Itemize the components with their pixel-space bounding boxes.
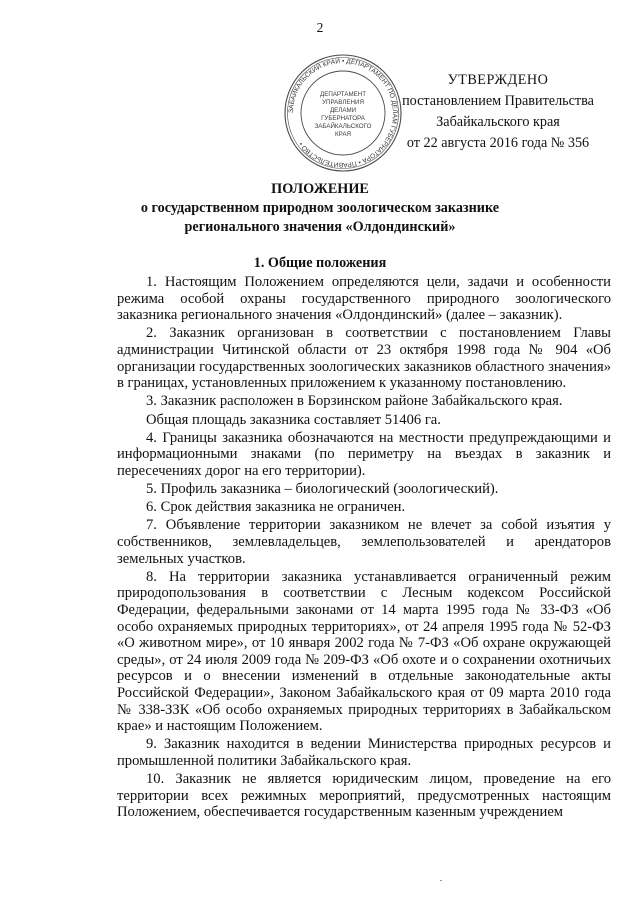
approval-line: Забайкальского края: [436, 114, 560, 130]
paragraph: 2. Заказник организован в соответствии с постановлением Главы администрации Читинской области от 23 октября 1998 года № 904 «Об организации государственных зоологических заказников областного значения» в границах, установленных приложением к указанному постановлению.: [117, 325, 611, 392]
document-title: [40, 180, 600, 237]
paragraph: 6. Срок действия заказника не ограничен.: [146, 499, 406, 516]
paragraph: 10. Заказник не является юридическим лицом, проведение на его территории всех режимных мероприятий, предусмотренных настоящим Положением, обеспечивается государственным казенным учреждением: [117, 771, 611, 821]
paragraph: 5. Профиль заказника – биологический (зоологический).: [146, 481, 499, 498]
paragraph: 4. Границы заказника обозначаются на местности предупреждающими и информационными знаками (по периметру на въездах в заказник и пересечениях дорог на его территории).: [117, 429, 611, 479]
approval-line: от 22 августа 2016 года № 356: [406, 135, 590, 151]
seal-line: УПРАВЛЕНИЯ: [322, 99, 364, 106]
approval-block: [378, 70, 618, 154]
title-subline: о государственном природном зоологическом заказнике: [140, 200, 500, 216]
approval-line: постановлением Правительства: [402, 93, 594, 109]
seal-line: ДЕПАРТАМЕНТ: [320, 91, 366, 98]
document-body: [117, 274, 611, 821]
paragraph: Общая площадь заказника составляет 51406 га.: [146, 411, 441, 428]
title-heading: ПОЛОЖЕНИЕ: [271, 181, 369, 197]
seal-line: КРАЯ: [335, 131, 351, 138]
paragraph: 3. Заказник расположен в Борзинском районе Забайкальского края.: [146, 393, 563, 410]
paragraph: 9. Заказник находится в ведении Министерства природных ресурсов и промышленной политики Забайкальского края.: [117, 736, 611, 769]
seal-line: ЗАБАЙКАЛЬСКОГО: [314, 123, 372, 130]
seal-line: ГУБЕРНАТОРА: [321, 115, 365, 122]
approval-heading: УТВЕРЖДЕНО: [447, 72, 549, 88]
paragraph: 1. Настоящим Положением определяются цели, задачи и особенности режима особой охраны государственного природного зоологического заказника регионального значения «Олдондинский» (далее – заказник).: [117, 274, 611, 324]
section-title: 1. Общие положения: [253, 255, 387, 271]
scan-artifact-dot: [440, 880, 442, 881]
seal-ring-text: ЗАБАЙКАЛЬСКИЙ КРАЙ • ДЕПАРТАМЕНТ ПО ДЕЛАМ ГУБЕРНАТОРА • ПРАВИТЕЛЬСТВО •: [287, 57, 399, 169]
seal-line: ДЕЛАМИ: [329, 107, 357, 114]
paragraph: 7. Объявление территории заказником не влечет за собой изъятия у собственников, землевладельцев, землепользователей и арендаторов земельных участков.: [117, 517, 611, 567]
page-number: 2: [316, 20, 324, 35]
paragraph: 8. На территории заказника устанавливается ограниченный режим природопользования в соответствии с Лесным кодексом Российской Федерации, федеральными законами от 14 марта 1995 года № 33-ФЗ «Об особо охраняемых природных территориях», от 24 апреля 1995 года № 52-ФЗ «О животном мире», от 10 января 2002 года № 7-ФЗ «Об охране окружающей среды», от 24 июля 2009 года № 209-ФЗ «Об охоте и о сохранении охотничьих ресурсов и о внесении изменений в отдельные законодательные акты Российской Федерации», Законом Забайкальского края от 09 марта 2010 года № 338-ЗЗК «Об особо охраняемых природных территориях в Забайкальском крае» и настоящим Положением.: [117, 568, 611, 735]
title-subline: регионального значения «Олдондинский»: [184, 219, 456, 235]
